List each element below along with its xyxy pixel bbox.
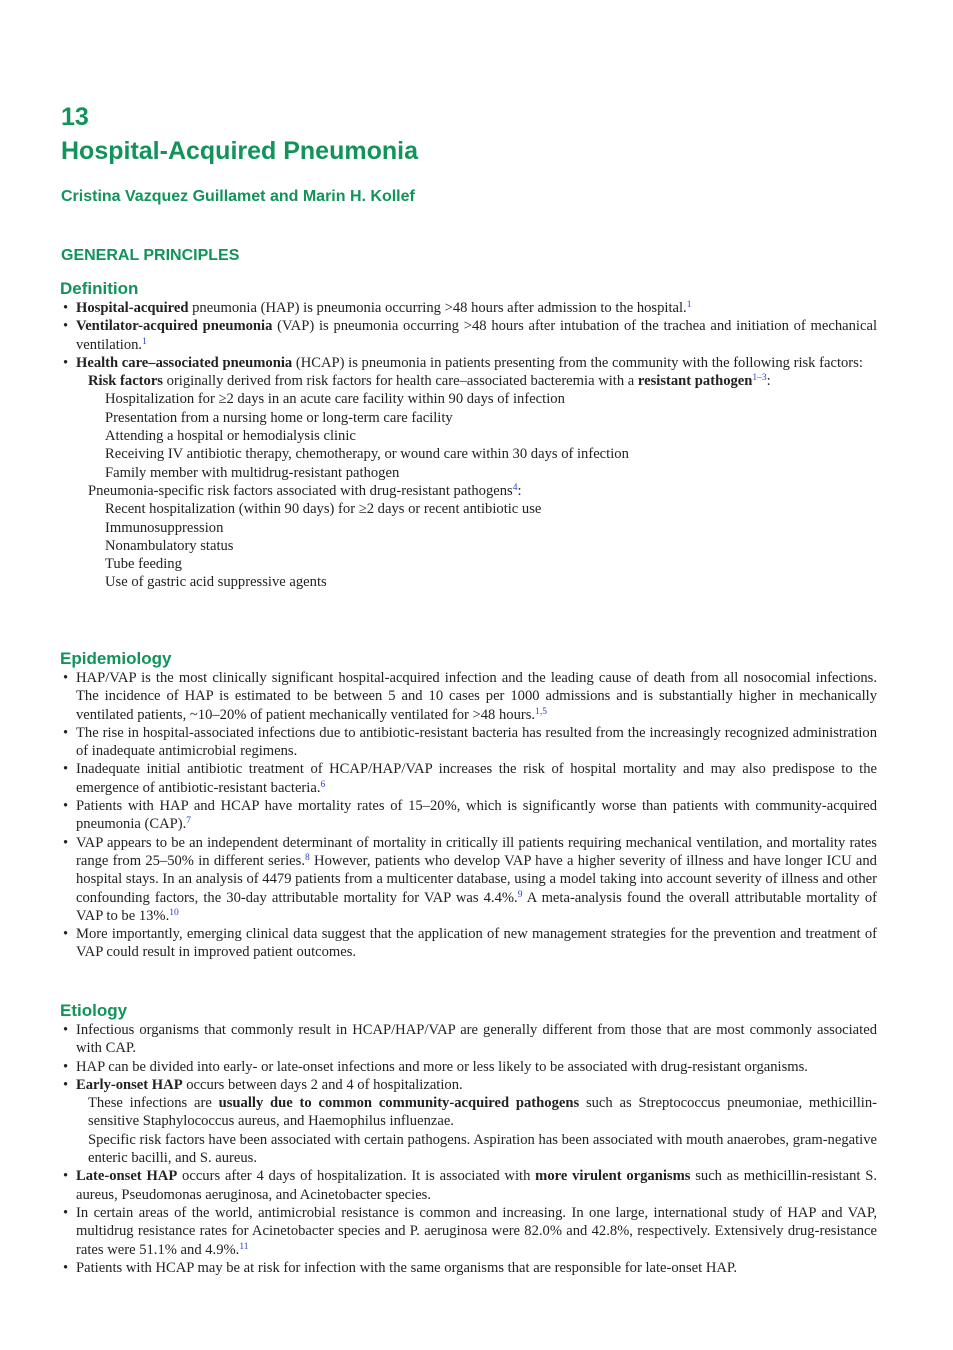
definition-heading: Definition bbox=[60, 279, 139, 298]
chapter-authors: Cristina Vazquez Guillamet and Marin H. Kollef bbox=[61, 188, 415, 205]
definition-section bbox=[60, 279, 877, 592]
etiology-heading: Etiology bbox=[60, 1001, 128, 1020]
epidemiology-paragraph: • HAP/VAP is the most clinically significant hospital-acquired infection and the leading cause of death from all nosocomial infections. The incidence of HAP is estimated to be between 5 and 10 cases per 1000 admissions and is substantially higher in mechanically ventilated patients, ~10–20% of patient mechanically ventilated for >48 hours.$^{1,5}$ bbox=[63, 670, 877, 723]
epidemiology-paragraph: • The rise in hospital-associated infections due to antibiotic-resistant bacteria has resulted from the increasingly recognized administration of inadequate antimicrobial regimens. bbox=[63, 724, 877, 760]
epidemiology-paragraph: • More importantly, emerging clinical data suggest that the application of new management strategies for the prevention and treatment of VAP could result in improved patient outcomes. bbox=[63, 926, 877, 961]
etiology-early-onset: • Early-onset HAP occurs between days 2 and 4 of hospitalization. bbox=[63, 1076, 463, 1093]
section-heading: GENERAL PRINCIPLES bbox=[61, 247, 240, 264]
reference-marker: 7 bbox=[186, 816, 192, 827]
chapter-title: Hospital-Acquired Pneumonia bbox=[61, 137, 418, 165]
etiology-paragraph: • HAP can be divided into early- or late-onset infections and more or less likely to be associated with drug-resistant organisms. bbox=[63, 1058, 808, 1075]
reference-marker: 1–3 bbox=[752, 373, 767, 384]
etiology-early-risk: Specific risk factors have been associated with certain pathogens. Aspiration has been associated with mouth anaerobes, gram-negative enteric bacilli, and S. aureus. bbox=[88, 1131, 877, 1167]
reference-marker: 11 bbox=[239, 1241, 249, 1252]
risk-factor-item: Attending a hospital or hemodialysis clinic bbox=[105, 428, 356, 445]
reference-marker: 6 bbox=[320, 779, 326, 790]
etiology-section bbox=[60, 1001, 877, 1277]
epidemiology-heading: Epidemiology bbox=[60, 649, 172, 668]
reference-marker: 1,5 bbox=[535, 706, 547, 717]
risk-factors-pneumonia: Pneumonia-specific risk factors associated with drug-resistant pathogens$^4$: bbox=[88, 482, 522, 499]
epidemiology-section bbox=[60, 649, 877, 962]
reference-marker: 4 bbox=[512, 482, 518, 493]
definition-hap: • Hospital-acquired pneumonia (HAP) is pneumonia occurring >48 hours after admission to the hospital.$^1$ bbox=[63, 300, 692, 316]
epidemiology-paragraph: • Patients with HAP and HCAP have mortality rates of 15–20%, which is significantly worse than patients with community-acquired pneumonia (CAP).$^7$ bbox=[63, 798, 877, 833]
risk-factor-item: Immunosuppression bbox=[105, 519, 224, 536]
reference-marker: 1 bbox=[142, 336, 147, 347]
reference-marker: 8 bbox=[305, 852, 310, 863]
etiology-paragraph: • Patients with HCAP may be at risk for infection with the same organisms that are responsible for late-onset HAP. bbox=[63, 1259, 738, 1276]
etiology-paragraph: • Infectious organisms that commonly result in HCAP/HAP/VAP are generally different from those that are most commonly associated with CAP. bbox=[63, 1022, 877, 1057]
risk-factor-item: Presentation from a nursing home or long-term care facility bbox=[105, 409, 453, 426]
risk-factor-item: Use of gastric acid suppressive agents bbox=[105, 574, 327, 591]
risk-factor-item: Family member with multidrug-resistant pathogen bbox=[105, 464, 400, 481]
chapter-number: 13 bbox=[61, 103, 89, 131]
reference-marker: 9 bbox=[517, 889, 523, 900]
etiology-paragraph: • In certain areas of the world, antimicrobial resistance is common and increasing. In one large, international study of HAP and VAP, multidrug resistance rates for Acinetobacter species and P. aeruginosa were 82.0% and 42.8%, respectively. Extensively drug-resistance rates were 51.1% and 4.9%.$^{11}$ bbox=[63, 1204, 877, 1258]
risk-factor-item: Nonambulatory status bbox=[105, 537, 234, 554]
epidemiology-paragraph: • Inadequate initial antibiotic treatment of HCAP/HAP/VAP increases the risk of hospital mortality and may also predispose to the emergence of antibiotic-resistant bacteria.$^6$ bbox=[63, 761, 877, 796]
etiology-early-pathogens: These infections are usually due to common community-acquired pathogens such as Streptococcus pneumoniae, methicillin-sensitive Staphylococcus aureus, and Haemophilus influenzae. bbox=[88, 1095, 878, 1130]
etiology-late-onset: • Late-onset HAP occurs after 4 days of hospitalization. It is associated with more virulent organisms such as methicillin-resistant S. aureus, Pseudomonas aeruginosa, and Acinetobacter species. bbox=[63, 1168, 877, 1203]
epidemiology-paragraph: • VAP appears to be an independent determinant of mortality in critically ill patients requiring mechanical ventilation, and mortality rates range from 25–50% in different series.$^8$ However, patients who develop VAP have a higher severity of illness and have longer ICU and hospital stays. In an analysis of 4479 patients from a multicenter database, using a model taking into account severity of illness and other confounding factors, the 30-day attributable mortality for VAP was 4.4%.$^9$ A meta-analysis found the overall attributable mortality of VAP to be 13%.$^{10}$ bbox=[63, 834, 877, 924]
reference-marker: 1 bbox=[686, 300, 692, 310]
risk-factors-general: Risk factors originally derived from risk factors for health care–associated bacteremia with a resistant pathogen$^{1-3}$: bbox=[88, 373, 771, 390]
risk-factor-item: Receiving IV antibiotic therapy, chemotherapy, or wound care within 30 days of infection bbox=[105, 446, 629, 463]
reference-marker: 10 bbox=[169, 907, 179, 918]
definition-vap: • Ventilator-acquired pneumonia (VAP) is pneumonia occurring >48 hours after intubation of the trachea and initiation of mechanical ventilation.$^1$ bbox=[63, 318, 877, 353]
definition-hcap: • Health care–associated pneumonia (HCAP) is pneumonia in patients presenting from the community with the following risk factors: bbox=[63, 354, 863, 371]
risk-factor-item: Hospitalization for ≥2 days in an acute care facility within 90 days of infection bbox=[105, 391, 565, 408]
risk-factor-item: Recent hospitalization (within 90 days) for ≥2 days or recent antibiotic use bbox=[105, 501, 542, 518]
risk-factor-item: Tube feeding bbox=[105, 556, 182, 573]
